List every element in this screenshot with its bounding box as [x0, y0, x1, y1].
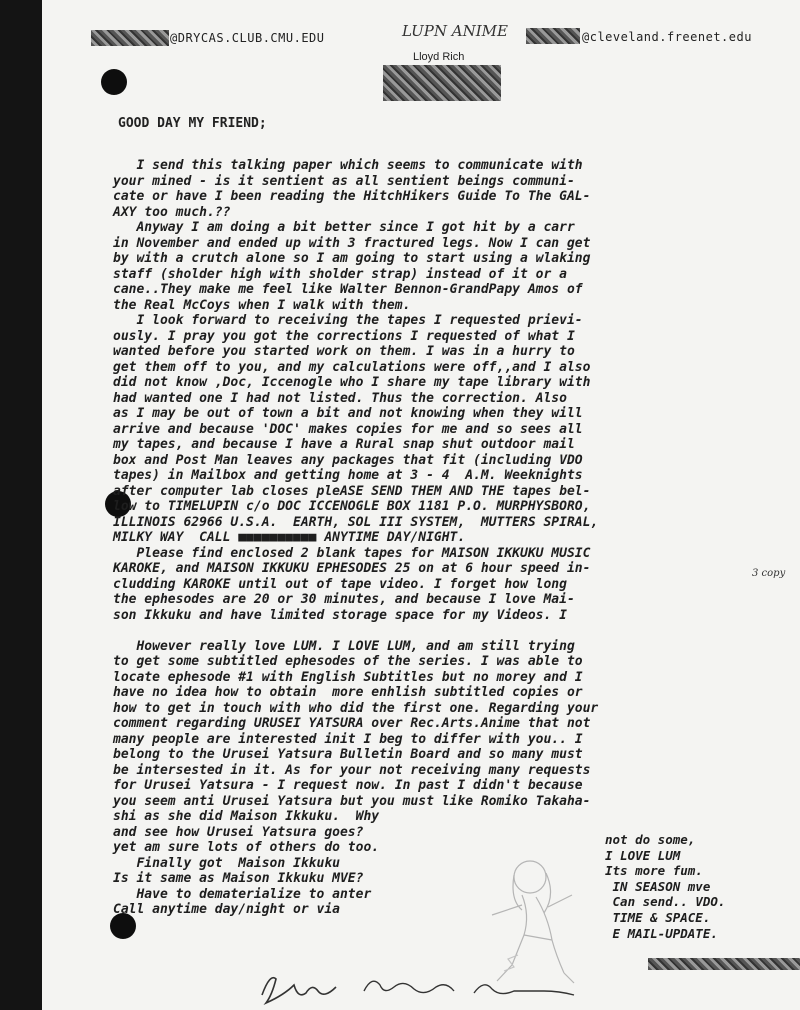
scan-border [0, 0, 42, 1010]
letter-line: cludding KAROKE until out of tape video. I forget how long [113, 576, 567, 592]
letter-line: KAROKE, and MAISON IKKUKU EPHESODES 25 on at 6 hour speed in- [113, 561, 591, 576]
letter-line: to get some subtitled ephesodes of the series. I was able to [113, 654, 583, 669]
letter-line: cane..They make me feel like Walter Bennon-GrandPapy Amos of [113, 282, 583, 297]
greeting: GOOD DAY MY FRIEND; [118, 116, 267, 131]
letter-line: son Ikkuku and have limited storage space for my Videos. I [113, 607, 567, 623]
letter-line: ILLINOIS 62966 U.S.A. EARTH, SOL III SYSTEM, MUTTERS SPIRAL, [113, 514, 599, 530]
letter-line: how to get in touch with who did the first one. Regarding your [113, 700, 599, 716]
letter-line: comment regarding URUSEI YATSURA over Rec.Arts.Anime that not [113, 716, 591, 731]
letter-line: and see how Urusei Yatsura goes? [113, 824, 364, 840]
letter-line: shi as she did Maison Ikkuku. Why [113, 809, 380, 824]
letter-line: get them off to you, and my calculations were off,,and I also [113, 359, 591, 375]
letter-line: AXY too much.?? [113, 204, 231, 220]
side-note-line: IN SEASON mve [605, 878, 711, 894]
letter-line: did not know ,Doc, Iccenogle who I share my tape library with [113, 375, 591, 390]
side-note-line: Its more fum. [605, 863, 703, 879]
handwritten-title: LUPN ANIME [402, 22, 508, 40]
letter-line: as I may be out of town a bit and not knowing when they will [113, 406, 583, 421]
letter-line: staff (sholder high with sholder strap) instead of it or a [113, 266, 567, 282]
letter-line: many people are interested init I beg to differ with you.. I [113, 731, 583, 747]
letter-line: by with a crutch alone so I am going to start using a wlaking [113, 251, 591, 266]
email-left: @DRYCAS.CLUB.CMU.EDU [170, 31, 325, 45]
side-note-line: I LOVE LUM [605, 847, 681, 863]
letter-line: Please find enclosed 2 blank tapes for MAISON IKKUKU MUSIC [113, 545, 591, 561]
letter-line: belong to the Urusei Yatsura Bulletin Board and so many must [113, 747, 583, 762]
letter-line: tapes) in Mailbox and getting home at 3 - 4 A.M. Weeknights [113, 468, 583, 483]
letter-line: Finally got Maison Ikkuku [113, 855, 340, 871]
letter-line: box and Post Man leaves any packages that fit (including VDO [113, 452, 583, 468]
side-note-line: TIME & SPACE. [605, 909, 711, 925]
letter-line: However really love LUM. I LOVE LUM, and am still trying [113, 638, 575, 654]
letter-line: I look forward to receiving the tapes I requested prievi- [113, 313, 583, 328]
redacted-username-left [91, 30, 169, 46]
letter-line: MILKY WAY CALL ■■■■■■■■■■ ANYTIME DAY/NIGHT. [113, 530, 466, 545]
margin-note: 3 copy [752, 568, 786, 579]
letter-line: arrive and because 'DOC' makes copies for me and so sees all [113, 421, 583, 437]
punch-hole-top [101, 69, 127, 95]
letter-line: your mined - is it sentient as all sentient beings communi- [113, 173, 575, 189]
letter-line: low to TIMELUPIN c/o DOC ICCENOGLE BOX 1181 P.O. MURPHYSBORO, [113, 499, 591, 514]
letter-line: had wanted one I had not listed. Thus the correction. Also [113, 390, 567, 406]
side-note [605, 832, 725, 941]
email-right: @cleveland.freenet.edu [582, 30, 752, 44]
letter-line: be intersested in it. As for your not receiving many requests [113, 762, 591, 778]
letter-line: Call anytime day/night or via [113, 902, 340, 917]
letter-line: the Real McCoys when I walk with them. [113, 297, 411, 313]
letter-line: after computer lab closes pleASE SEND THEM AND THE tapes bel- [113, 483, 591, 499]
letter-line: have no idea how to obtain more enhlish subtitled copies or [113, 685, 583, 700]
letter-line: yet am sure lots of others do too. [113, 840, 380, 855]
side-note-line: not do some, [605, 832, 696, 847]
letter-line: locate ephesode #1 with English Subtitles but no morey and I [113, 669, 583, 685]
letter-line: Is it same as Maison Ikkuku MVE? [113, 871, 364, 886]
letter-line: ously. I pray you got the corrections I requested of what I [113, 328, 575, 344]
redacted-email-footer [648, 958, 800, 970]
signature-image [214, 965, 594, 1010]
letter-line: for Urusei Yatsura - I request now. In past I didn't because [113, 778, 583, 793]
side-note-line: Can send.. VDO. [605, 894, 726, 910]
letter-line: Have to dematerialize to anter [113, 886, 372, 902]
redacted-username-right [526, 28, 580, 44]
letter-line: the ephesodes are 20 or 30 minutes, and because I love Mai- [113, 592, 575, 607]
letter-line: my tapes, and because I have a Rural snap shut outdoor mail [113, 437, 575, 452]
letter-line: you seem anti Urusei Yatsura but you must like Romiko Takaha- [113, 793, 591, 809]
letter-line: in November and ended up with 3 fractured legs. Now I can get [113, 235, 591, 251]
letter-line: wanted before you started work on them. I was in a hurry to [113, 344, 575, 359]
letter-line: Anyway I am doing a bit better since I got hit by a carr [113, 220, 575, 235]
letter-line: I send this talking paper which seems to communicate with [113, 158, 583, 173]
letter-line: cate or have I been reading the HitchHikers Guide To The GAL- [113, 189, 591, 204]
redacted-photo [383, 65, 501, 101]
name-label: Lloyd Rich [413, 51, 465, 63]
side-note-line: E MAIL-UPDATE. [605, 925, 718, 941]
